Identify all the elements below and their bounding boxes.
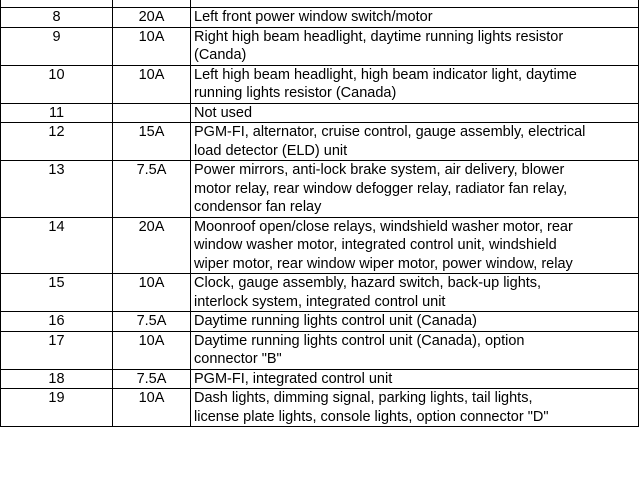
- table-row-partial: [1, 0, 639, 8]
- fuse-number-cell: 14: [1, 217, 113, 274]
- table-row: [1, 312, 639, 332]
- table-row: [1, 161, 639, 218]
- fuse-number-cell: 16: [1, 312, 113, 332]
- fuse-amperage-cell: 10A: [113, 274, 191, 312]
- fuse-description-cell: [191, 8, 639, 28]
- fuse-amperage-cell: 7.5A: [113, 369, 191, 389]
- fuse-description-cell: [191, 27, 639, 65]
- fuse-number-cell: 10: [1, 65, 113, 103]
- fuse-description-cell: [191, 123, 639, 161]
- description-line: running lights resistor (Canada): [194, 85, 397, 101]
- table-row: [1, 123, 639, 161]
- fuse-number-cell: 8: [1, 8, 113, 28]
- description-line: (Canda): [194, 47, 247, 63]
- table-row: [1, 274, 639, 312]
- description-cell: [191, 0, 639, 8]
- description-line: interlock system, integrated control unit: [194, 293, 446, 310]
- fuse-amperage-cell: [113, 103, 191, 123]
- description-line: motor relay, rear window defogger relay, radiator fan relay,: [194, 180, 568, 197]
- fuse-amperage-cell: 20A: [113, 217, 191, 274]
- fuse-description-cell: [191, 65, 639, 103]
- fuse-amperage-cell: 20A: [113, 8, 191, 28]
- amperage-cell: [113, 0, 191, 8]
- table-row: [1, 103, 639, 123]
- fuse-description-cell: [191, 274, 639, 312]
- description-line: window washer motor, integrated control unit, windshield: [194, 237, 557, 253]
- description-line: Dash lights, dimming signal, parking lights, tail lights,: [194, 390, 533, 406]
- fuse-amperage-cell: 10A: [113, 65, 191, 103]
- table-row: [1, 369, 639, 389]
- description-line: Power mirrors, anti-lock brake system, air delivery, blower: [194, 162, 565, 178]
- fuse-number-cell: 19: [1, 389, 113, 427]
- description-line: PGM-FI, alternator, cruise control, gauge assembly, electrical: [194, 124, 586, 140]
- fuse-description-cell: [191, 161, 639, 218]
- description-line: Left front power window switch/motor: [194, 9, 433, 25]
- description-line: Moonroof open/close relays, windshield washer motor, rear: [194, 218, 573, 235]
- description-line: Clock, gauge assembly, hazard switch, back-up lights,: [194, 275, 542, 291]
- fuse-description-cell: [191, 331, 639, 369]
- description-line: connector "B": [194, 351, 282, 367]
- fuse-table-body: [1, 0, 639, 427]
- table-row: [1, 8, 639, 28]
- number-cell: [1, 0, 113, 8]
- description-line: Right high beam headlight, daytime running lights resistor: [194, 28, 564, 45]
- table-row: [1, 331, 639, 369]
- description-line: wiper motor, rear window wiper motor, power window, relay: [194, 255, 573, 272]
- description-line: license plate lights, console lights, option connector "D": [194, 408, 549, 425]
- fuse-amperage-cell: 10A: [113, 331, 191, 369]
- fuse-number-cell: 17: [1, 331, 113, 369]
- description-line: Left high beam headlight, high beam indicator light, daytime: [194, 66, 577, 83]
- table-row: [1, 217, 639, 274]
- description-line: PGM-FI, integrated control unit: [194, 370, 393, 387]
- fuse-amperage-cell: 7.5A: [113, 161, 191, 218]
- fuse-number-cell: 18: [1, 369, 113, 389]
- description-line: Daytime running lights control unit (Canada): [194, 313, 477, 329]
- description-line: Daytime running lights control unit (Canada), option: [194, 332, 525, 349]
- fuse-description-cell: [191, 312, 639, 332]
- fuse-amperage-cell: 10A: [113, 27, 191, 65]
- table-row: [1, 65, 639, 103]
- fuse-number-cell: 13: [1, 161, 113, 218]
- table-row: [1, 27, 639, 65]
- table-row: [1, 389, 639, 427]
- description-line: condensor fan relay: [194, 199, 322, 215]
- fuse-number-cell: 11: [1, 103, 113, 123]
- fuse-number-cell: 15: [1, 274, 113, 312]
- fuse-description-cell: [191, 369, 639, 389]
- description-line: Not used: [194, 104, 253, 121]
- fuse-amperage-cell: 15A: [113, 123, 191, 161]
- fuse-description-cell: [191, 103, 639, 123]
- fuse-number-cell: 9: [1, 27, 113, 65]
- fuse-description-cell: [191, 217, 639, 274]
- description-line: load detector (ELD) unit: [194, 142, 348, 159]
- fuse-description-cell: [191, 389, 639, 427]
- fuse-amperage-cell: 10A: [113, 389, 191, 427]
- fuse-number-cell: 12: [1, 123, 113, 161]
- fuse-amperage-cell: 7.5A: [113, 312, 191, 332]
